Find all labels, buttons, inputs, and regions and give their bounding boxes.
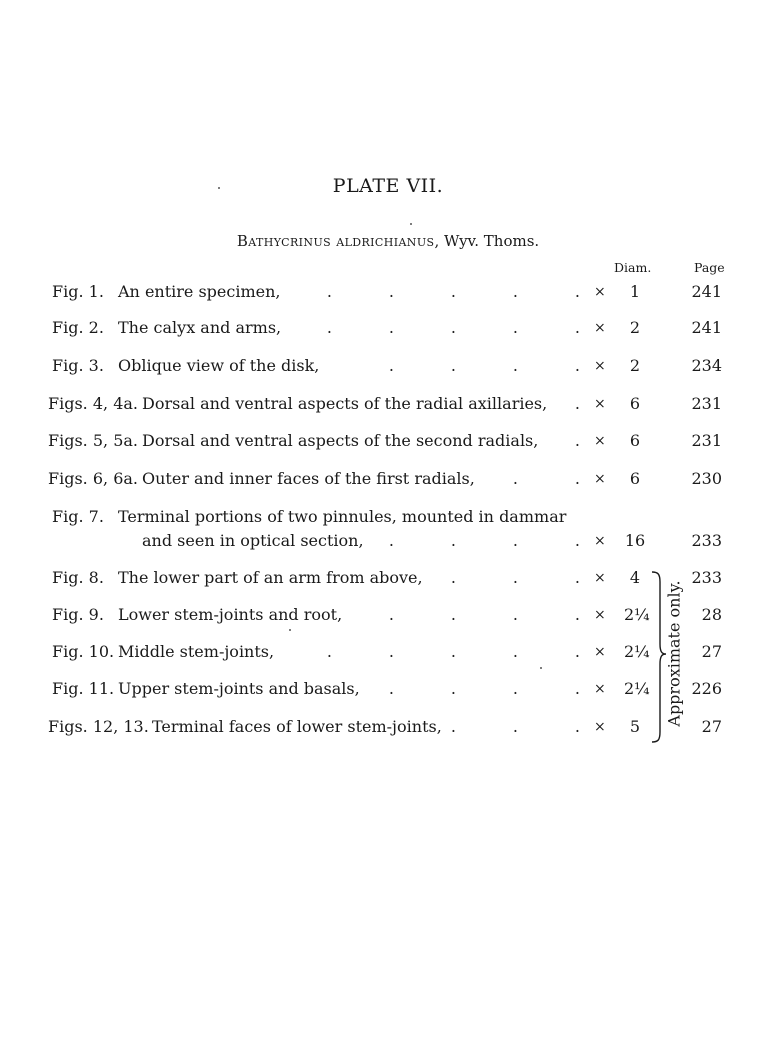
figure-diam: 5 bbox=[629, 717, 641, 736]
figure-diam: 2¼ bbox=[624, 605, 650, 624]
figure-page: 231 bbox=[691, 394, 722, 413]
figure-row-1 bbox=[0, 281, 776, 303]
figure-row-2 bbox=[0, 317, 776, 339]
species-name: Bathycrinus aldrichianus bbox=[236, 232, 435, 250]
figure-page: 234 bbox=[691, 356, 722, 375]
figure-description: Terminal faces of lower stem-joints, bbox=[152, 717, 442, 736]
figure-diam: 4 bbox=[629, 568, 641, 587]
times-sign: × bbox=[594, 471, 606, 487]
figure-page: 226 bbox=[691, 679, 722, 698]
leader-dots: . . . . bbox=[388, 356, 580, 375]
leader-dots: . bbox=[574, 431, 580, 450]
figure-description: Terminal portions of two pinnules, mounted in dammar bbox=[118, 507, 567, 526]
figure-description-continuation: and seen in optical section, bbox=[142, 531, 364, 550]
figure-row-4 bbox=[0, 393, 776, 415]
figure-row-7-continuation bbox=[0, 530, 776, 552]
figure-diam: 1 bbox=[629, 282, 641, 301]
figure-label: Fig. 7. bbox=[52, 507, 104, 526]
figure-description: Lower stem-joints and root, bbox=[118, 605, 343, 624]
figure-label: Figs. 6, 6a. bbox=[48, 469, 138, 488]
figure-page: 27 bbox=[701, 717, 722, 736]
times-sign: × bbox=[594, 533, 606, 549]
figure-label: Figs. 4, 4a. bbox=[48, 394, 138, 413]
leader-dots: . bbox=[574, 394, 580, 413]
figure-label: Fig. 1. bbox=[52, 282, 104, 301]
figure-description: Middle stem-joints, bbox=[118, 642, 275, 661]
leader-dots: . . . . bbox=[388, 679, 580, 698]
figure-description: Oblique view of the disk, bbox=[118, 356, 320, 375]
figure-row-6 bbox=[0, 468, 776, 490]
figure-page: 241 bbox=[691, 282, 722, 301]
times-sign: × bbox=[594, 396, 606, 412]
times-sign: × bbox=[594, 358, 606, 374]
figure-diam: 6 bbox=[629, 469, 641, 488]
figure-page: 28 bbox=[701, 605, 722, 624]
figure-description: The calyx and arms, bbox=[118, 318, 282, 337]
times-sign: × bbox=[594, 644, 606, 660]
figure-label: Fig. 3. bbox=[52, 356, 104, 375]
print-speck bbox=[410, 223, 412, 225]
times-sign: × bbox=[594, 607, 606, 623]
leader-dots: . . . bbox=[450, 717, 580, 736]
diam-column-header: Diam. bbox=[614, 260, 652, 275]
figure-description: An entire specimen, bbox=[118, 282, 281, 301]
times-sign: × bbox=[594, 681, 606, 697]
page-column-header: Page bbox=[694, 260, 725, 275]
leader-dots: . . . . . bbox=[326, 642, 580, 661]
figure-label: Figs. 5, 5a. bbox=[48, 431, 138, 450]
figure-label: Figs. 12, 13. bbox=[48, 717, 149, 736]
figure-description: Outer and inner faces of the first radials, bbox=[142, 469, 475, 488]
figure-description: Dorsal and ventral aspects of the second radials, bbox=[142, 431, 539, 450]
times-sign: × bbox=[594, 433, 606, 449]
print-speck bbox=[218, 187, 220, 189]
leader-dots: . . . . bbox=[388, 531, 580, 550]
figure-diam: 6 bbox=[629, 394, 641, 413]
leader-dots: . . . bbox=[450, 568, 580, 587]
leader-dots: . . bbox=[512, 469, 580, 488]
figure-diam: 6 bbox=[629, 431, 641, 450]
figure-row-7 bbox=[0, 506, 776, 528]
figure-row-5 bbox=[0, 430, 776, 452]
times-sign: × bbox=[594, 570, 606, 586]
figure-page: 27 bbox=[701, 642, 722, 661]
figure-page: 241 bbox=[691, 318, 722, 337]
plate-title: PLATE VII. bbox=[332, 175, 444, 197]
figure-description: Upper stem-joints and basals, bbox=[118, 679, 360, 698]
leader-dots: . . . . . bbox=[326, 318, 580, 337]
figure-label: Fig. 10. bbox=[52, 642, 115, 661]
figure-diam: 2¼ bbox=[624, 642, 650, 661]
figure-label: Fig. 2. bbox=[52, 318, 104, 337]
figure-label: Fig. 9. bbox=[52, 605, 104, 624]
approximate-note-text: Approximate only. bbox=[664, 580, 684, 727]
times-sign: × bbox=[594, 320, 606, 336]
figure-diam: 16 bbox=[624, 531, 646, 550]
leader-dots: . . . . bbox=[388, 605, 580, 624]
species-heading bbox=[0, 232, 776, 250]
figure-diam: 2 bbox=[629, 356, 641, 375]
print-speck bbox=[540, 667, 542, 669]
figure-diam: 2¼ bbox=[624, 679, 650, 698]
figure-description: The lower part of an arm from above, bbox=[118, 568, 423, 587]
figure-diam: 2 bbox=[629, 318, 641, 337]
figure-page: 233 bbox=[691, 531, 722, 550]
times-sign: × bbox=[594, 719, 606, 735]
species-authority: , Wyv. Thoms. bbox=[434, 232, 540, 250]
figure-page: 231 bbox=[691, 431, 722, 450]
figure-row-3 bbox=[0, 355, 776, 377]
figure-label: Fig. 11. bbox=[52, 679, 115, 698]
leader-dots: . . . . . bbox=[326, 282, 580, 301]
figure-page: 230 bbox=[691, 469, 722, 488]
times-sign: × bbox=[594, 284, 606, 300]
figure-description: Dorsal and ventral aspects of the radial axillaries, bbox=[142, 394, 548, 413]
figure-page: 233 bbox=[691, 568, 722, 587]
figure-label: Fig. 8. bbox=[52, 568, 104, 587]
print-speck bbox=[289, 629, 291, 631]
